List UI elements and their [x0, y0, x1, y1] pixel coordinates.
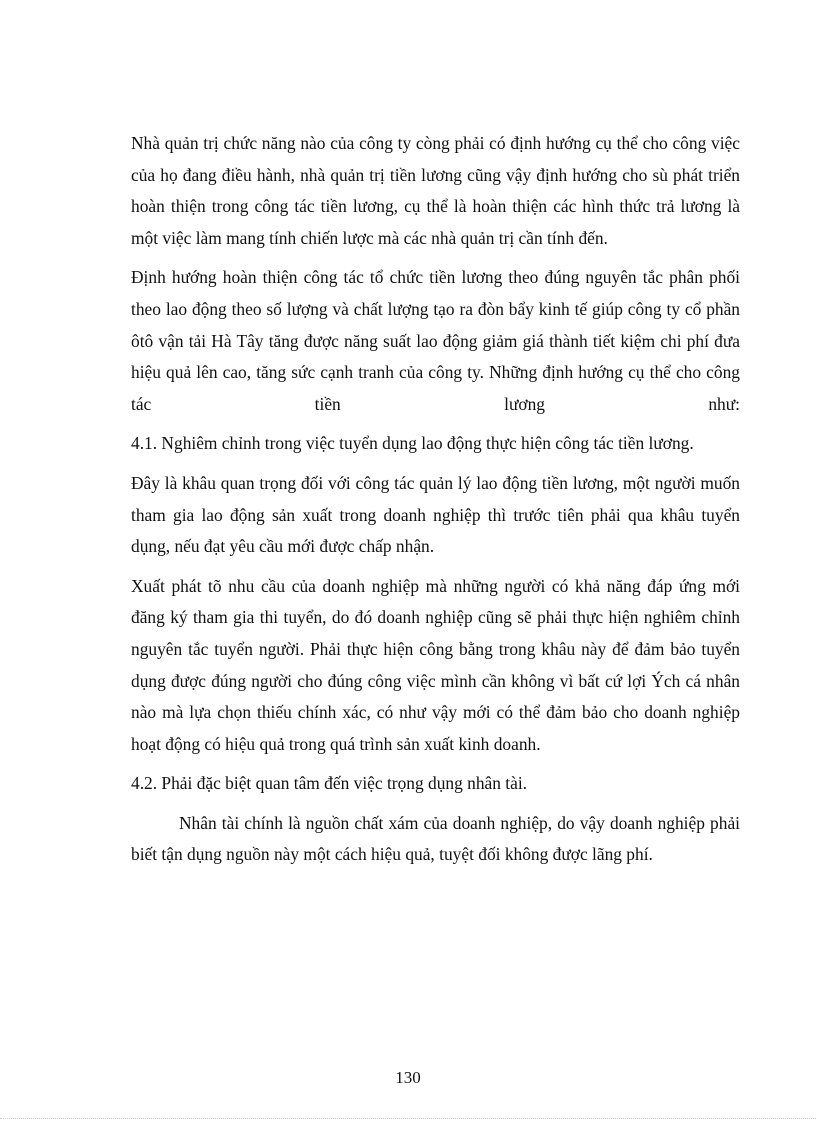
paragraph-salary-orientation: Định hướng hoàn thiện công tác tổ chức tiền lương theo đúng nguyên tắc phân phối theo lao động theo số lượng và chất lượng tạo ra đòn bẩy kinh tế giúp công ty cổ phần ôtô vận tải Hà Tây tăng được năng suất lao động giảm giá thành tiết kiệm chi phí đưa hiệu quả lên cao, tăng sức cạnh tranh của công ty. Những định hướng cụ thể cho công tác tiền lương như:: [131, 267, 740, 414]
paragraph-manager-orientation: Nhà quản trị chức năng nào của công ty còng phải có định hướng cụ thể cho công việc của họ đang điều hành, nhà quản trị tiền lương cũng vậy định hướng cho sù phát triển hoàn thiện trong công tác tiền lương, cụ thể là hoàn thiện các hình thức trả lương là một việc làm mang tính chiến lược mà các nhà quản trị cần tính đến.: [131, 133, 740, 248]
paragraph-recruitment-importance: Đây là khâu quan trọng đối với công tác quản lý lao động tiền lương, một người muốn tham gia lao động sản xuất trong doanh nghiệp thì trước tiên phải qua khâu tuyển dụng, nếu đạt yêu cầu mới được chấp nhận.: [131, 472, 740, 557]
page-body: [131, 128, 740, 879]
section-heading-4-1: 4.1. Nghiêm chỉnh trong việc tuyển dụng lao động thực hiện công tác tiền lương.: [131, 433, 694, 454]
section-heading-4-2: 4.2. Phải đặc biệt quan tâm đến việc trọng dụng nhân tài.: [131, 773, 528, 794]
page-number: 130: [395, 1068, 421, 1087]
paragraph-recruitment-principle: Xuất phát tõ nhu cầu của doanh nghiệp mà những người có khả năng đáp ứng mới đăng ký tham gia thi tuyển, do đó doanh nghiệp cũng sẽ phải thực hiện nghiêm chỉnh nguyên tắc tuyển người. Phải thực hiện công bằng trong khâu này để đảm bảo tuyển dụng được đúng người cho đúng công việc mình cần không vì bất cứ lợi Ých cá nhân nào mà lựa chọn thiếu chính xác, có như vậy mới có thể đảm bảo cho doanh nghiệp hoạt động có hiệu quả trong quá trình sản xuất kinh doanh.: [131, 575, 740, 754]
paragraph-talent-use: Nhân tài chính là nguồn chất xám của doanh nghiệp, do vậy doanh nghiệp phải biết tận dụng nguồn này một cách hiệu quả, tuyệt đối không được lãng phí.: [131, 812, 740, 865]
page-bottom-divider: [0, 1118, 816, 1119]
